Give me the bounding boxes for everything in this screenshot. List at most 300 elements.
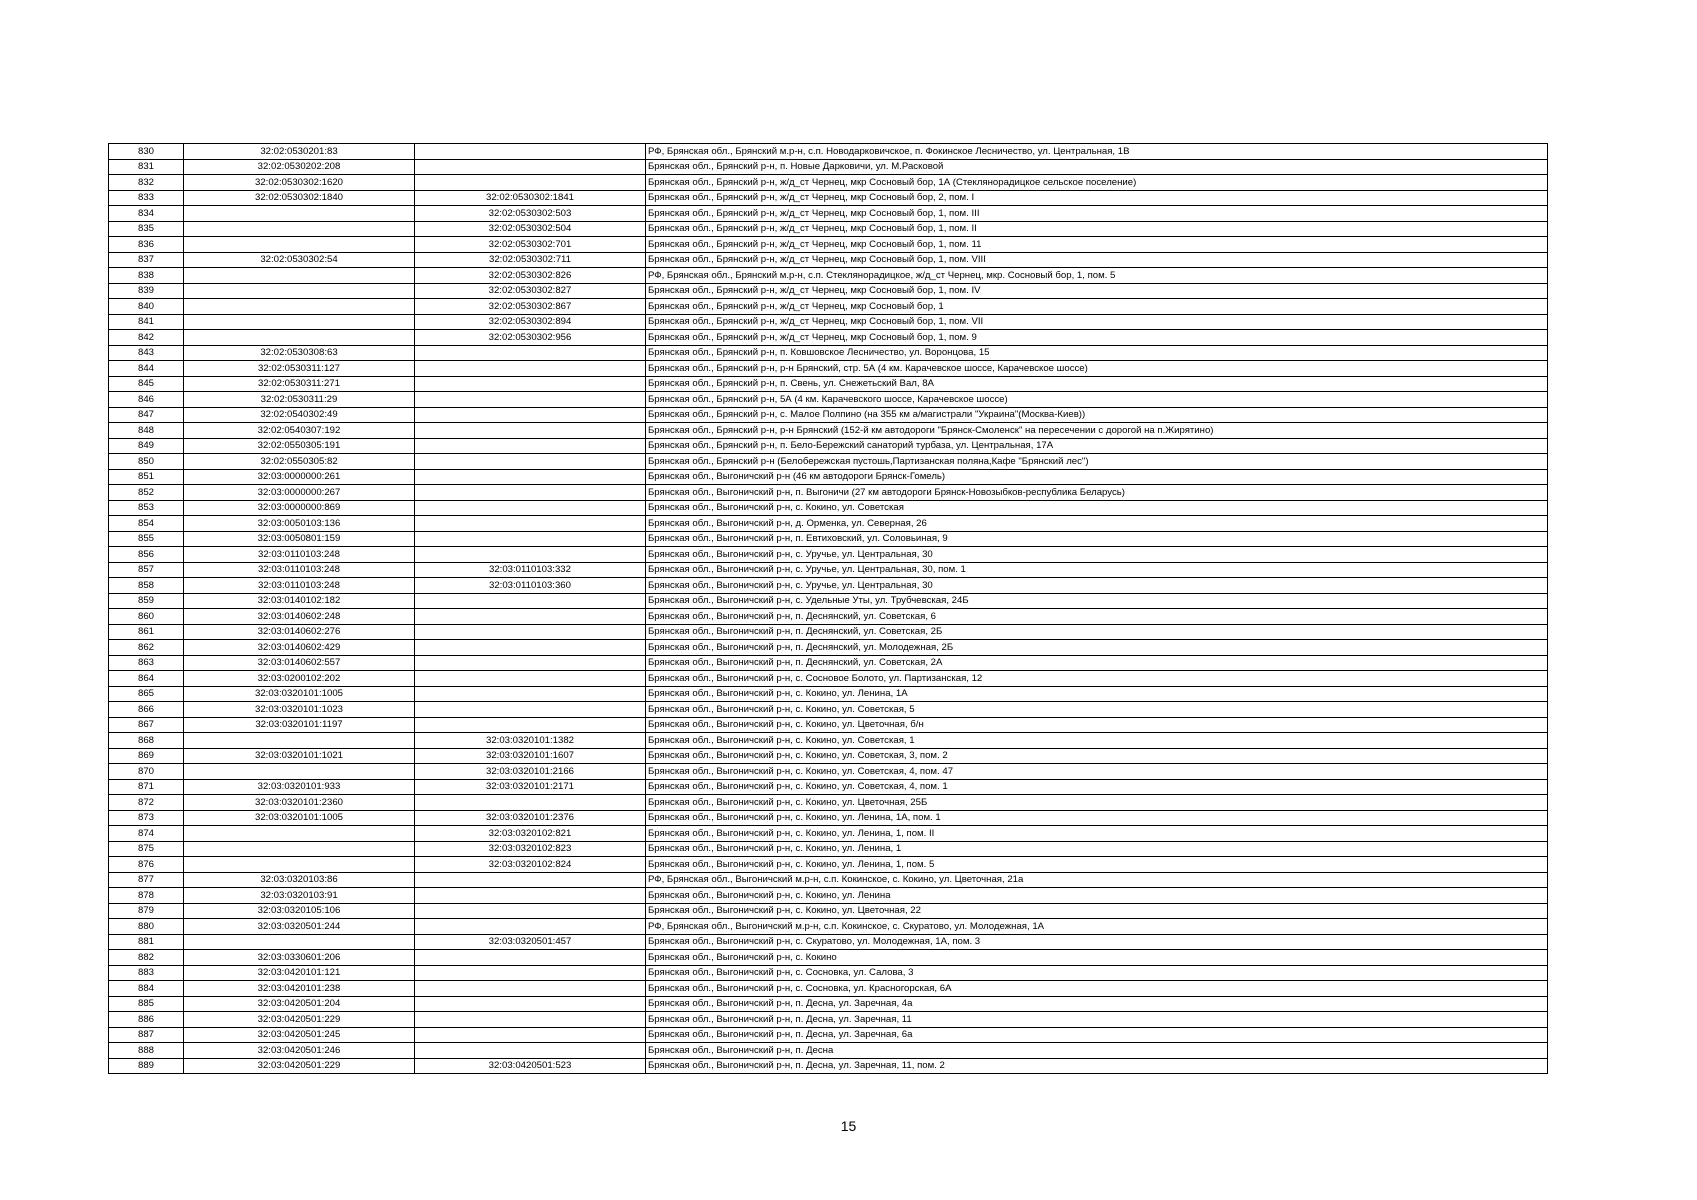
row-number-cell: 860 [109, 609, 184, 625]
address-cell: Брянская обл., Брянский р-н, ж/д_ст Чернец, мкр Сосновый бор, 1, пом. 11 [646, 237, 1548, 253]
address-cell: Брянская обл., Брянский р-н, 5А (4 км. Карачевского шоссе, Карачевское шоссе) [646, 392, 1548, 408]
row-number-cell: 830 [109, 144, 184, 160]
table-row [109, 981, 1548, 997]
parcel-cadastral-cell: 32:03:0420501:245 [184, 1027, 415, 1043]
row-number-cell: 839 [109, 283, 184, 299]
row-number-cell: 832 [109, 175, 184, 191]
parcel-cadastral-cell: 32:03:0320101:1021 [184, 748, 415, 764]
address-cell: Брянская обл., Выгоничский р-н, с. Кокино, ул. Ленина, 1А, пом. 1 [646, 810, 1548, 826]
table-row [109, 252, 1548, 268]
object-cadastral-cell: 32:02:0530302:711 [415, 252, 646, 268]
page-number: 15 [840, 1118, 857, 1134]
address-cell: РФ, Брянская обл., Выгоничский м.р-н, с.п. Кокинское, с. Скуратово, ул. Молодежная, 1А [646, 919, 1548, 935]
object-cadastral-cell [415, 159, 646, 175]
table-row [109, 438, 1548, 454]
parcel-cadastral-cell: 32:03:0320501:244 [184, 919, 415, 935]
table-row [109, 407, 1548, 423]
address-cell: Брянская обл., Брянский р-н, с. Малое Полпино (на 355 км а/магистрали "Украина"(Москва-Киев)) [646, 407, 1548, 423]
row-number-cell: 849 [109, 438, 184, 454]
table-row [109, 717, 1548, 733]
address-cell: Брянская обл., Выгоничский р-н, п. Десна, ул. Заречная, 6а [646, 1027, 1548, 1043]
row-number-cell: 868 [109, 733, 184, 749]
parcel-cadastral-cell [184, 857, 415, 873]
object-cadastral-cell [415, 965, 646, 981]
parcel-cadastral-cell [184, 299, 415, 315]
object-cadastral-cell [415, 407, 646, 423]
object-cadastral-cell [415, 531, 646, 547]
address-cell: Брянская обл., Выгоничский р-н, с. Кокино, ул. Советская, 3, пом. 2 [646, 748, 1548, 764]
table-row [109, 919, 1548, 935]
table-row [109, 841, 1548, 857]
parcel-cadastral-cell: 32:03:0140602:248 [184, 609, 415, 625]
address-cell: Брянская обл., Выгоничский р-н, с. Кокино, ул. Цветочная, 22 [646, 903, 1548, 919]
address-cell: Брянская обл., Выгоничский р-н, с. Кокино, ул. Цветочная, 25Б [646, 795, 1548, 811]
address-cell: Брянская обл., Выгоничский р-н, с. Кокино, ул. Советская, 4, пом. 47 [646, 764, 1548, 780]
table-row [109, 934, 1548, 950]
parcel-cadastral-cell: 32:03:0110103:248 [184, 562, 415, 578]
row-number-cell: 883 [109, 965, 184, 981]
row-number-cell: 876 [109, 857, 184, 873]
row-number-cell: 857 [109, 562, 184, 578]
table-row [109, 826, 1548, 842]
parcel-cadastral-cell: 32:03:0050103:136 [184, 516, 415, 532]
table-row [109, 1012, 1548, 1028]
table-row [109, 810, 1548, 826]
object-cadastral-cell: 32:03:0320102:823 [415, 841, 646, 857]
object-cadastral-cell [415, 717, 646, 733]
address-cell: Брянская обл., Брянский р-н, ж/д_ст Чернец, мкр Сосновый бор, 1, пом. VII [646, 314, 1548, 330]
object-cadastral-cell [415, 361, 646, 377]
parcel-cadastral-cell: 32:03:0420101:121 [184, 965, 415, 981]
row-number-cell: 869 [109, 748, 184, 764]
table-row [109, 206, 1548, 222]
row-number-cell: 873 [109, 810, 184, 826]
table-row [109, 268, 1548, 284]
table-row [109, 655, 1548, 671]
parcel-cadastral-cell: 32:03:0320101:1023 [184, 702, 415, 718]
table-row [109, 671, 1548, 687]
table-row [109, 423, 1548, 439]
address-cell: Брянская обл., Выгоничский р-н, с. Кокино, ул. Ленина, 1 [646, 841, 1548, 857]
object-cadastral-cell: 32:03:0320101:1607 [415, 748, 646, 764]
object-cadastral-cell [415, 655, 646, 671]
address-cell: Брянская обл., Брянский р-н, ж/д_ст Чернец, мкр Сосновый бор, 1, пом. III [646, 206, 1548, 222]
row-number-cell: 884 [109, 981, 184, 997]
address-cell: Брянская обл., Выгоничский р-н, с. Сосновое Болото, ул. Партизанская, 12 [646, 671, 1548, 687]
row-number-cell: 834 [109, 206, 184, 222]
parcel-cadastral-cell [184, 268, 415, 284]
registry-table-body [109, 144, 1548, 1074]
table-row [109, 764, 1548, 780]
object-cadastral-cell [415, 640, 646, 656]
object-cadastral-cell: 32:02:0530302:701 [415, 237, 646, 253]
row-number-cell: 835 [109, 221, 184, 237]
address-cell: Брянская обл., Выгоничский р-н, с. Удельные Уты, ул. Трубчевская, 24Б [646, 593, 1548, 609]
parcel-cadastral-cell: 32:03:0320103:91 [184, 888, 415, 904]
row-number-cell: 838 [109, 268, 184, 284]
object-cadastral-cell [415, 702, 646, 718]
parcel-cadastral-cell: 32:03:0140102:182 [184, 593, 415, 609]
parcel-cadastral-cell: 32:03:0000000:267 [184, 485, 415, 501]
address-cell: Брянская обл., Выгоничский р-н, п. Деснянский, ул. Молодежная, 2Б [646, 640, 1548, 656]
table-row [109, 314, 1548, 330]
object-cadastral-cell [415, 609, 646, 625]
parcel-cadastral-cell: 32:02:0540302:49 [184, 407, 415, 423]
object-cadastral-cell: 32:03:0110103:332 [415, 562, 646, 578]
parcel-cadastral-cell [184, 733, 415, 749]
row-number-cell: 850 [109, 454, 184, 470]
address-cell: Брянская обл., Выгоничский р-н, п. Выгоничи (27 км автодороги Брянск-Новозыбков-республика Беларусь) [646, 485, 1548, 501]
table-row [109, 686, 1548, 702]
row-number-cell: 889 [109, 1058, 184, 1074]
row-number-cell: 865 [109, 686, 184, 702]
address-cell: Брянская обл., Выгоничский р-н, с. Кокино, ул. Цветочная, б/н [646, 717, 1548, 733]
parcel-cadastral-cell: 32:02:0530311:29 [184, 392, 415, 408]
row-number-cell: 879 [109, 903, 184, 919]
parcel-cadastral-cell: 32:03:0050801:159 [184, 531, 415, 547]
address-cell: Брянская обл., Выгоничский р-н, п. Деснянский, ул. Советская, 6 [646, 609, 1548, 625]
table-row [109, 903, 1548, 919]
address-cell: Брянская обл., Брянский р-н, р-н Брянский (152-й км автодороги "Брянск-Смоленск" на пересечении с дорогой на п.Жирятино) [646, 423, 1548, 439]
object-cadastral-cell: 32:02:0530302:503 [415, 206, 646, 222]
parcel-cadastral-cell [184, 826, 415, 842]
parcel-cadastral-cell: 32:03:0140602:276 [184, 624, 415, 640]
address-cell: Брянская обл., Выгоничский р-н, с. Кокино, ул. Советская [646, 500, 1548, 516]
object-cadastral-cell: 32:03:0320102:824 [415, 857, 646, 873]
object-cadastral-cell [415, 950, 646, 966]
parcel-cadastral-cell: 32:03:0420101:238 [184, 981, 415, 997]
object-cadastral-cell: 32:02:0530302:826 [415, 268, 646, 284]
parcel-cadastral-cell: 32:03:0330601:206 [184, 950, 415, 966]
table-row [109, 593, 1548, 609]
table-row [109, 950, 1548, 966]
row-number-cell: 864 [109, 671, 184, 687]
address-cell: Брянская обл., Брянский р-н, ж/д_ст Чернец, мкр Сосновый бор, 1, пом. 9 [646, 330, 1548, 346]
object-cadastral-cell [415, 624, 646, 640]
address-cell: Брянская обл., Брянский р-н, п. Свень, ул. Снежетьский Вал, 8А [646, 376, 1548, 392]
row-number-cell: 863 [109, 655, 184, 671]
row-number-cell: 840 [109, 299, 184, 315]
address-cell: Брянская обл., Выгоничский р-н, п. Десна, ул. Заречная, 11 [646, 1012, 1548, 1028]
address-cell: Брянская обл., Выгоничский р-н, с. Кокино, ул. Советская, 4, пом. 1 [646, 779, 1548, 795]
address-cell: РФ, Брянская обл., Брянский м.р-н, с.п. Новодарковичское, п. Фокинское Лесничество, ул. Центральная, 1В [646, 144, 1548, 160]
parcel-cadastral-cell: 32:03:0420501:246 [184, 1043, 415, 1059]
parcel-cadastral-cell: 32:03:0200102:202 [184, 671, 415, 687]
row-number-cell: 855 [109, 531, 184, 547]
table-row [109, 221, 1548, 237]
address-cell: Брянская обл., Брянский р-н, ж/д_ст Чернец, мкр Сосновый бор, 1, пом. II [646, 221, 1548, 237]
parcel-cadastral-cell: 32:02:0530302:1620 [184, 175, 415, 191]
object-cadastral-cell [415, 392, 646, 408]
table-row [109, 237, 1548, 253]
row-number-cell: 844 [109, 361, 184, 377]
object-cadastral-cell: 32:03:0320101:2166 [415, 764, 646, 780]
object-cadastral-cell: 32:02:0530302:894 [415, 314, 646, 330]
row-number-cell: 874 [109, 826, 184, 842]
row-number-cell: 877 [109, 872, 184, 888]
row-number-cell: 852 [109, 485, 184, 501]
object-cadastral-cell: 32:03:0110103:360 [415, 578, 646, 594]
object-cadastral-cell [415, 872, 646, 888]
object-cadastral-cell: 32:03:0320101:2376 [415, 810, 646, 826]
table-row [109, 748, 1548, 764]
table-row [109, 190, 1548, 206]
table-row [109, 500, 1548, 516]
parcel-cadastral-cell: 32:03:0140602:557 [184, 655, 415, 671]
parcel-cadastral-cell [184, 764, 415, 780]
row-number-cell: 885 [109, 996, 184, 1012]
object-cadastral-cell [415, 1012, 646, 1028]
object-cadastral-cell [415, 469, 646, 485]
object-cadastral-cell [415, 175, 646, 191]
parcel-cadastral-cell: 32:02:0550305:191 [184, 438, 415, 454]
parcel-cadastral-cell [184, 330, 415, 346]
address-cell: Брянская обл., Выгоничский р-н, с. Сосновка, ул. Красногорская, 6А [646, 981, 1548, 997]
registry-table [108, 143, 1548, 1074]
parcel-cadastral-cell: 32:03:0320101:1005 [184, 810, 415, 826]
address-cell: Брянская обл., Брянский р-н, ж/д_ст Чернец, мкр Сосновый бор, 1, пом. IV [646, 283, 1548, 299]
parcel-cadastral-cell: 32:03:0320101:1197 [184, 717, 415, 733]
object-cadastral-cell: 32:02:0530302:867 [415, 299, 646, 315]
address-cell: Брянская обл., Выгоничский р-н, с. Кокино [646, 950, 1548, 966]
row-number-cell: 833 [109, 190, 184, 206]
row-number-cell: 870 [109, 764, 184, 780]
object-cadastral-cell: 32:03:0320102:821 [415, 826, 646, 842]
table-row [109, 857, 1548, 873]
parcel-cadastral-cell: 32:03:0110103:248 [184, 578, 415, 594]
object-cadastral-cell [415, 795, 646, 811]
object-cadastral-cell [415, 345, 646, 361]
row-number-cell: 853 [109, 500, 184, 516]
row-number-cell: 866 [109, 702, 184, 718]
table-row [109, 144, 1548, 160]
address-cell: Брянская обл., Брянский р-н, п. Бело-Бережский санаторий турбаза, ул. Центральная, 17А [646, 438, 1548, 454]
object-cadastral-cell [415, 454, 646, 470]
address-cell: Брянская обл., Брянский р-н, ж/д_ст Чернец, мкр Сосновый бор, 1А (Стеклянорадицкое сельское поселение) [646, 175, 1548, 191]
row-number-cell: 888 [109, 1043, 184, 1059]
table-row [109, 996, 1548, 1012]
parcel-cadastral-cell [184, 283, 415, 299]
object-cadastral-cell [415, 981, 646, 997]
address-cell: Брянская обл., Выгоничский р-н, с. Кокино, ул. Советская, 5 [646, 702, 1548, 718]
address-cell: Брянская обл., Выгоничский р-н, п. Десна, ул. Заречная, 4а [646, 996, 1548, 1012]
address-cell: Брянская обл., Выгоничский р-н, с. Уручье, ул. Центральная, 30, пом. 1 [646, 562, 1548, 578]
parcel-cadastral-cell: 32:02:0530202:208 [184, 159, 415, 175]
address-cell: Брянская обл., Выгоничский р-н, с. Скуратово, ул. Молодежная, 1А, пом. 3 [646, 934, 1548, 950]
table-row [109, 733, 1548, 749]
parcel-cadastral-cell: 32:03:0110103:248 [184, 547, 415, 563]
parcel-cadastral-cell: 32:03:0320105:106 [184, 903, 415, 919]
row-number-cell: 831 [109, 159, 184, 175]
table-row [109, 516, 1548, 532]
object-cadastral-cell [415, 593, 646, 609]
table-row [109, 175, 1548, 191]
address-cell: Брянская обл., Выгоничский р-н, п. Деснянский, ул. Советская, 2Б [646, 624, 1548, 640]
row-number-cell: 887 [109, 1027, 184, 1043]
address-cell: Брянская обл., Выгоничский р-н, п. Десна [646, 1043, 1548, 1059]
table-row [109, 872, 1548, 888]
parcel-cadastral-cell: 32:03:0420501:229 [184, 1058, 415, 1074]
address-cell: Брянская обл., Выгоничский р-н, п. Деснянский, ул. Советская, 2А [646, 655, 1548, 671]
row-number-cell: 875 [109, 841, 184, 857]
parcel-cadastral-cell [184, 934, 415, 950]
address-cell: РФ, Брянская обл., Выгоничский м.р-н, с.п. Кокинское, с. Кокино, ул. Цветочная, 21а [646, 872, 1548, 888]
row-number-cell: 856 [109, 547, 184, 563]
object-cadastral-cell [415, 919, 646, 935]
address-cell: Брянская обл., Выгоничский р-н, с. Кокино, ул. Ленина, 1, пом. II [646, 826, 1548, 842]
table-row [109, 702, 1548, 718]
table-row [109, 299, 1548, 315]
row-number-cell: 881 [109, 934, 184, 950]
object-cadastral-cell [415, 686, 646, 702]
object-cadastral-cell: 32:03:0320101:1382 [415, 733, 646, 749]
table-row [109, 779, 1548, 795]
object-cadastral-cell [415, 516, 646, 532]
address-cell: Брянская обл., Выгоничский р-н, п. Десна, ул. Заречная, 11, пом. 2 [646, 1058, 1548, 1074]
object-cadastral-cell [415, 671, 646, 687]
parcel-cadastral-cell: 32:02:0530302:1840 [184, 190, 415, 206]
address-cell: Брянская обл., Выгоничский р-н, с. Уручье, ул. Центральная, 30 [646, 547, 1548, 563]
object-cadastral-cell: 32:03:0320101:2171 [415, 779, 646, 795]
table-row [109, 562, 1548, 578]
object-cadastral-cell: 32:02:0530302:827 [415, 283, 646, 299]
table-row [109, 454, 1548, 470]
address-cell: Брянская обл., Выгоничский р-н, с. Кокино, ул. Ленина, 1А [646, 686, 1548, 702]
object-cadastral-cell: 32:02:0530302:504 [415, 221, 646, 237]
object-cadastral-cell [415, 547, 646, 563]
parcel-cadastral-cell: 32:03:0140602:429 [184, 640, 415, 656]
table-row [109, 795, 1548, 811]
parcel-cadastral-cell: 32:03:0420501:229 [184, 1012, 415, 1028]
object-cadastral-cell [415, 376, 646, 392]
address-cell: Брянская обл., Брянский р-н, п. Новые Дарковичи, ул. М.Расковой [646, 159, 1548, 175]
table-row [109, 1027, 1548, 1043]
object-cadastral-cell: 32:02:0530302:956 [415, 330, 646, 346]
row-number-cell: 843 [109, 345, 184, 361]
object-cadastral-cell [415, 423, 646, 439]
table-row [109, 485, 1548, 501]
address-cell: Брянская обл., Выгоничский р-н, с. Кокино, ул. Советская, 1 [646, 733, 1548, 749]
address-cell: Брянская обл., Брянский р-н, ж/д_ст Чернец, мкр Сосновый бор, 1, пом. VIII [646, 252, 1548, 268]
row-number-cell: 872 [109, 795, 184, 811]
parcel-cadastral-cell [184, 237, 415, 253]
object-cadastral-cell: 32:03:0320501:457 [415, 934, 646, 950]
object-cadastral-cell [415, 903, 646, 919]
parcel-cadastral-cell: 32:02:0540307:192 [184, 423, 415, 439]
table-row [109, 640, 1548, 656]
address-cell: Брянская обл., Выгоничский р-н (46 км автодороги Брянск-Гомель) [646, 469, 1548, 485]
table-row [109, 624, 1548, 640]
parcel-cadastral-cell: 32:02:0530201:83 [184, 144, 415, 160]
row-number-cell: 871 [109, 779, 184, 795]
table-row [109, 283, 1548, 299]
object-cadastral-cell [415, 485, 646, 501]
address-cell: Брянская обл., Выгоничский р-н, п. Евтиховский, ул. Соловьиная, 9 [646, 531, 1548, 547]
row-number-cell: 858 [109, 578, 184, 594]
parcel-cadastral-cell: 32:03:0000000:869 [184, 500, 415, 516]
table-row [109, 609, 1548, 625]
object-cadastral-cell [415, 500, 646, 516]
table-row [109, 345, 1548, 361]
parcel-cadastral-cell: 32:02:0530308:63 [184, 345, 415, 361]
parcel-cadastral-cell: 32:02:0530311:271 [184, 376, 415, 392]
address-cell: Брянская обл., Брянский р-н (Белобережская пустошь,Партизанская поляна,Кафе "Брянский лес") [646, 454, 1548, 470]
object-cadastral-cell: 32:02:0530302:1841 [415, 190, 646, 206]
table-row [109, 392, 1548, 408]
table-row [109, 361, 1548, 377]
row-number-cell: 851 [109, 469, 184, 485]
address-cell: Брянская обл., Выгоничский р-н, д. Орменка, ул. Северная, 26 [646, 516, 1548, 532]
object-cadastral-cell [415, 144, 646, 160]
parcel-cadastral-cell [184, 206, 415, 222]
parcel-cadastral-cell: 32:02:0550305:82 [184, 454, 415, 470]
table-row [109, 376, 1548, 392]
row-number-cell: 848 [109, 423, 184, 439]
address-cell: Брянская обл., Брянский р-н, ж/д_ст Чернец, мкр Сосновый бор, 1 [646, 299, 1548, 315]
table-row [109, 1058, 1548, 1074]
row-number-cell: 845 [109, 376, 184, 392]
parcel-cadastral-cell [184, 314, 415, 330]
parcel-cadastral-cell [184, 221, 415, 237]
address-cell: Брянская обл., Выгоничский р-н, с. Кокино, ул. Ленина [646, 888, 1548, 904]
address-cell: Брянская обл., Брянский р-н, ж/д_ст Чернец, мкр Сосновый бор, 2, пом. I [646, 190, 1548, 206]
table-row [109, 547, 1548, 563]
table-row [109, 531, 1548, 547]
parcel-cadastral-cell: 32:02:0530302:54 [184, 252, 415, 268]
row-number-cell: 836 [109, 237, 184, 253]
row-number-cell: 847 [109, 407, 184, 423]
parcel-cadastral-cell [184, 841, 415, 857]
object-cadastral-cell [415, 438, 646, 454]
object-cadastral-cell [415, 996, 646, 1012]
row-number-cell: 841 [109, 314, 184, 330]
object-cadastral-cell: 32:03:0420501:523 [415, 1058, 646, 1074]
parcel-cadastral-cell: 32:03:0320101:2360 [184, 795, 415, 811]
address-cell: Брянская обл., Выгоничский р-н, с. Кокино, ул. Ленина, 1, пом. 5 [646, 857, 1548, 873]
address-cell: Брянская обл., Выгоничский р-н, с. Уручье, ул. Центральная, 30 [646, 578, 1548, 594]
object-cadastral-cell [415, 1027, 646, 1043]
row-number-cell: 886 [109, 1012, 184, 1028]
row-number-cell: 842 [109, 330, 184, 346]
row-number-cell: 861 [109, 624, 184, 640]
object-cadastral-cell [415, 1043, 646, 1059]
table-row [109, 469, 1548, 485]
address-cell: РФ, Брянская обл., Брянский м.р-н, с.п. Стеклянорадицкое, ж/д_ст Чернец, мкр. Сосновый бор, 1, пом. 5 [646, 268, 1548, 284]
row-number-cell: 880 [109, 919, 184, 935]
parcel-cadastral-cell: 32:03:0320103:86 [184, 872, 415, 888]
table-row [109, 1043, 1548, 1059]
table-row [109, 965, 1548, 981]
row-number-cell: 867 [109, 717, 184, 733]
row-number-cell: 854 [109, 516, 184, 532]
row-number-cell: 846 [109, 392, 184, 408]
address-cell: Брянская обл., Брянский р-н, п. Ковшовское Лесничество, ул. Воронцова, 15 [646, 345, 1548, 361]
row-number-cell: 862 [109, 640, 184, 656]
parcel-cadastral-cell: 32:03:0420501:204 [184, 996, 415, 1012]
parcel-cadastral-cell: 32:03:0320101:933 [184, 779, 415, 795]
address-cell: Брянская обл., Брянский р-н, р-н Брянский, стр. 5А (4 км. Карачевское шоссе, Карачевское шоссе) [646, 361, 1548, 377]
table-row [109, 330, 1548, 346]
parcel-cadastral-cell: 32:03:0320101:1005 [184, 686, 415, 702]
parcel-cadastral-cell: 32:02:0530311:127 [184, 361, 415, 377]
table-row [109, 578, 1548, 594]
address-cell: Брянская обл., Выгоничский р-н, с. Сосновка, ул. Салова, 3 [646, 965, 1548, 981]
table-row [109, 159, 1548, 175]
row-number-cell: 878 [109, 888, 184, 904]
row-number-cell: 837 [109, 252, 184, 268]
table-row [109, 888, 1548, 904]
row-number-cell: 882 [109, 950, 184, 966]
